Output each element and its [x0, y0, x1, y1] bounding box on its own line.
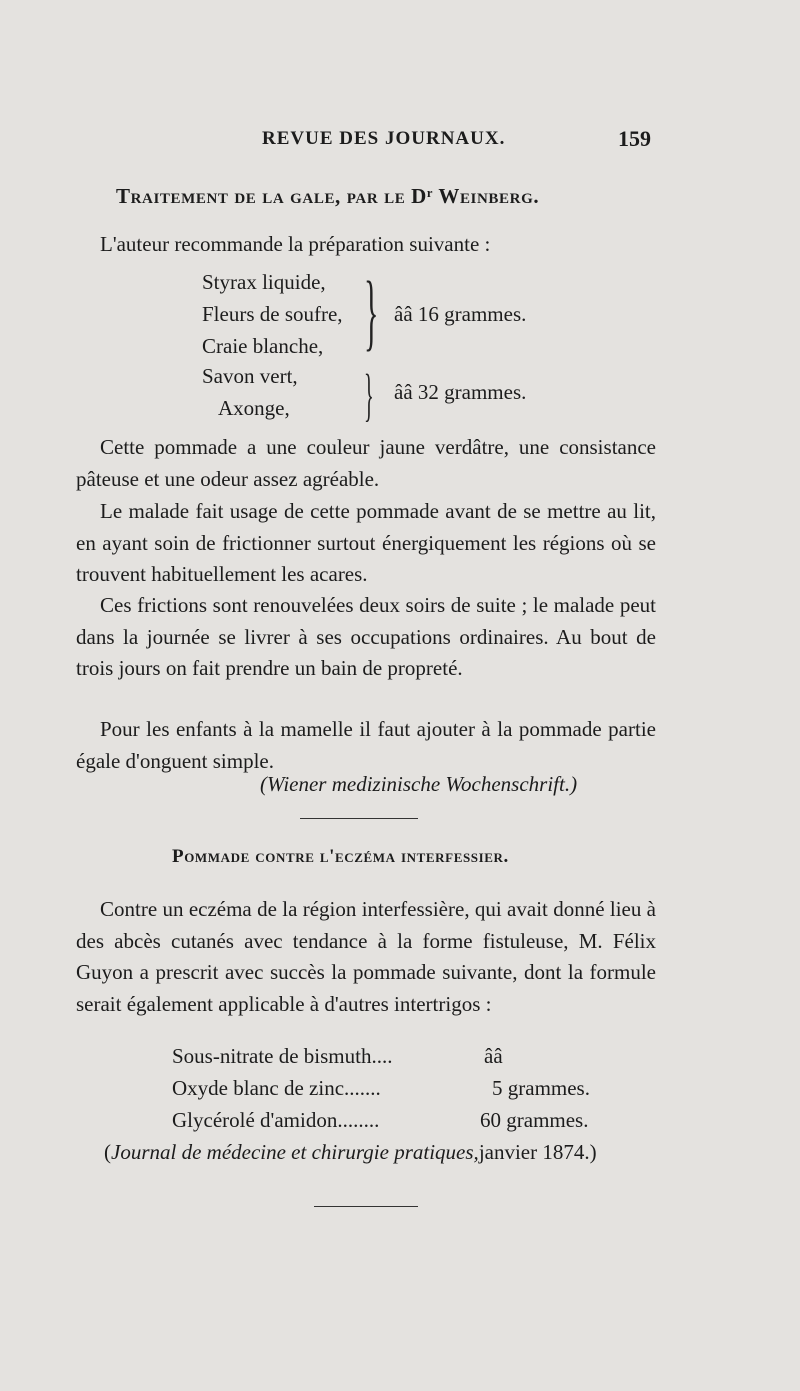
- citation: (Wiener medizinische Wochenschrift.): [260, 772, 578, 796]
- formula-item: Savon vert,: [202, 364, 298, 388]
- formula-dose: 60 grammes.: [480, 1108, 589, 1132]
- section-divider: [300, 818, 418, 819]
- citation-date: janvier 1874.: [478, 1140, 590, 1164]
- formula-dose: ââ: [484, 1044, 503, 1068]
- citation-open: (: [104, 1140, 111, 1164]
- section-divider: [314, 1206, 418, 1207]
- paragraph: Pour les enfants à la mamelle il faut ajouter à la pommade partie égale d'onguent simple.: [76, 717, 656, 773]
- brace-icon: }: [364, 263, 379, 359]
- page-header: [0, 126, 800, 156]
- paragraph: Cette pommade a une couleur jaune verdâtre, une consistance pâteuse et une odeur assez agréable.: [76, 435, 656, 491]
- formula-item: Oxyde blanc de zinc.......: [172, 1076, 381, 1100]
- formula-item: Glycérolé d'amidon........: [172, 1108, 380, 1132]
- article-intro: L'auteur recommande la préparation suivante :: [100, 232, 491, 256]
- brace-icon: }: [364, 362, 374, 427]
- citation-journal: Journal de médecine et chirurgie pratiques,: [111, 1140, 479, 1164]
- citation: [104, 1140, 597, 1165]
- formula-dose: ââ 32 grammes.: [394, 380, 527, 404]
- article-title-gale: Traitement de la gale, par le Dʳ Weinberg.: [116, 184, 540, 208]
- page-number: 159: [618, 126, 651, 151]
- article-title-eczema: Pommade contre l'eczéma interfessier.: [172, 846, 509, 867]
- citation-close: ): [589, 1140, 597, 1164]
- formula-item: Sous-nitrate de bismuth....: [172, 1044, 393, 1068]
- paragraph: Ces frictions sont renouvelées deux soirs de suite ; le malade peut dans la journée se livrer à ses occupations ordinaires. Au bout de trois jours on fait prendre un bain de propreté.: [76, 593, 656, 680]
- formula-item: Styrax liquide,: [202, 270, 326, 294]
- running-head: REVUE DES JOURNAUX.: [262, 128, 506, 149]
- formula-dose: ââ 16 grammes.: [394, 302, 527, 326]
- paragraph: Le malade fait usage de cette pommade avant de se mettre au lit, en ayant soin de frictionner surtout énergiquement les régions où se trouvent habituellement les acares.: [76, 499, 656, 586]
- formula-item: Fleurs de soufre,: [202, 302, 343, 326]
- formula-item: Craie blanche,: [202, 334, 324, 358]
- formula-item: Axonge,: [218, 396, 290, 420]
- formula-dose: 5 grammes.: [492, 1076, 590, 1100]
- paragraph: Contre un eczéma de la région interfessière, qui avait donné lieu à des abcès cutanés avec tendance à la forme fistuleuse, M. Félix Guyon a prescrit avec succès la pommade suivante, dont la formule serait également applicable à d'autres intertrigos :: [76, 897, 656, 1016]
